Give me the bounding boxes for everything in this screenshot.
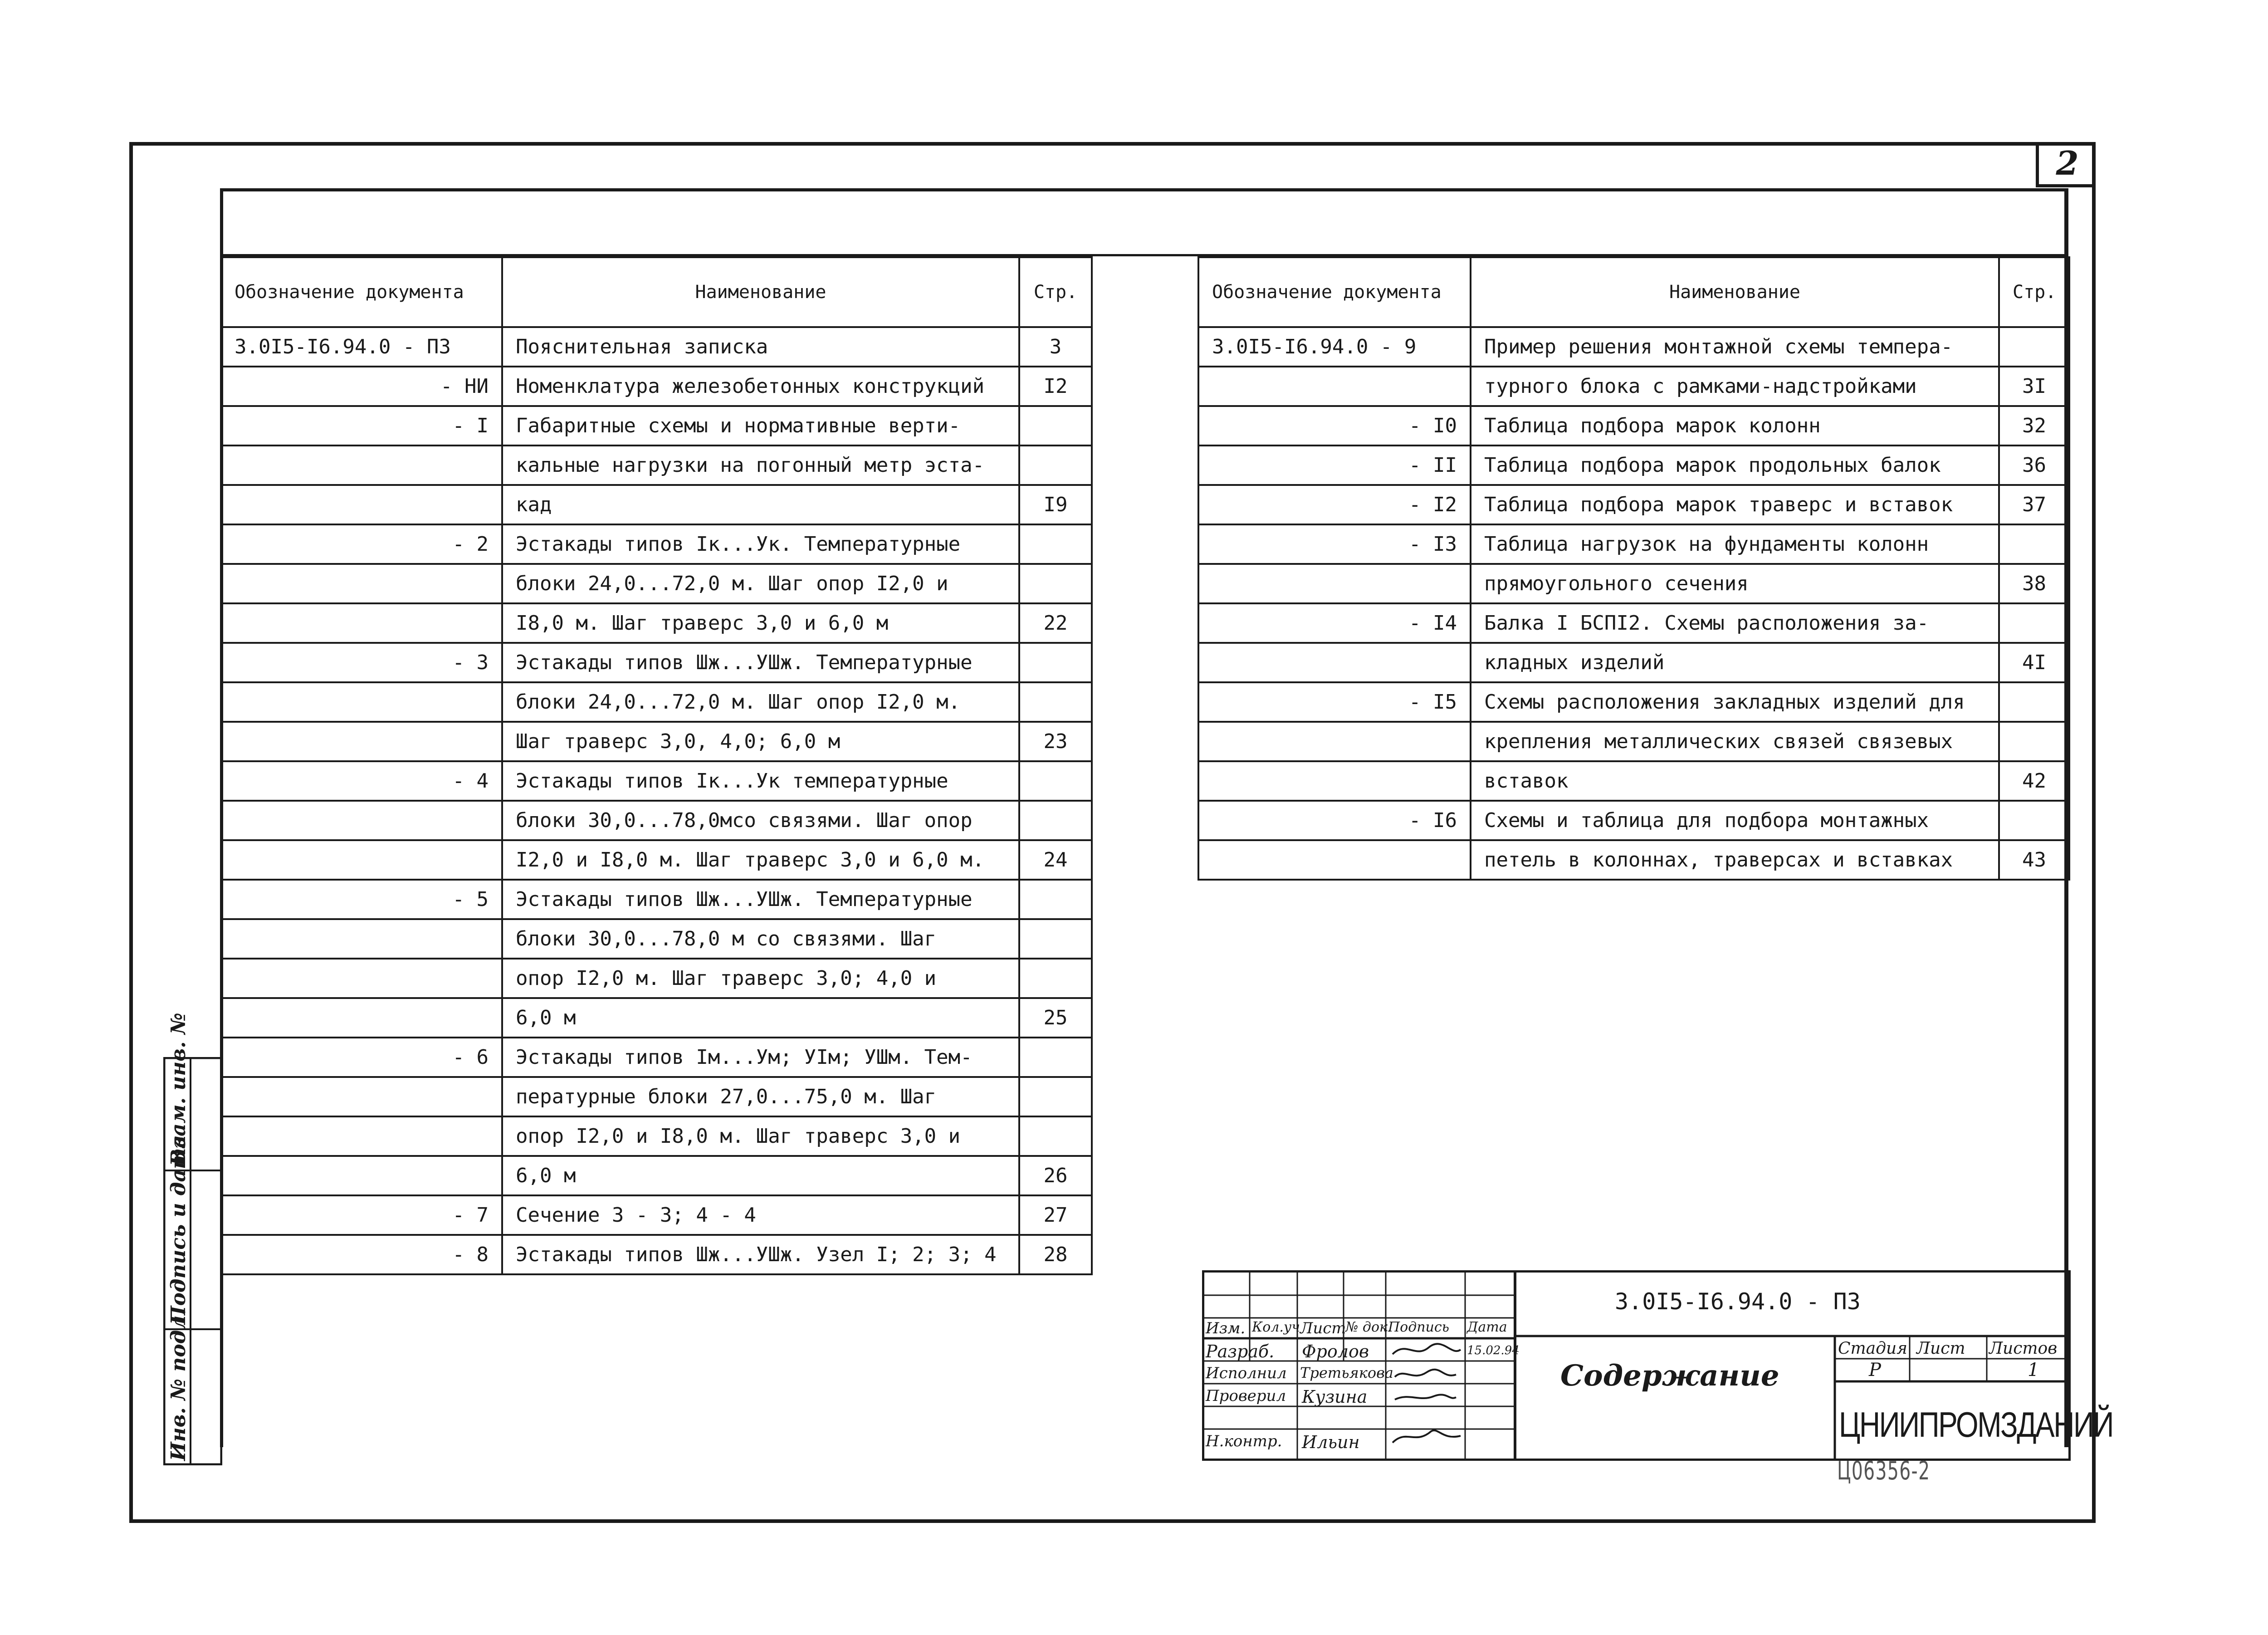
table-row (1198, 485, 2069, 524)
stage-label: Стадия (1838, 1339, 1907, 1358)
row-page: 27 (1019, 1195, 1092, 1235)
row-page: 32 (1999, 406, 2069, 445)
table-row (221, 998, 1092, 1038)
table-header-row (221, 257, 1092, 327)
row-name: блоки 30,0...78,0 м со связями. Шаг (502, 919, 1019, 959)
col-ndok: № док. (1345, 1319, 1392, 1335)
row-name: кальные нагрузки на погонный метр эста- (502, 445, 1019, 485)
row-name: Сечение 3 - 3; 4 - 4 (502, 1195, 1019, 1235)
row-page: I2 (1019, 367, 1092, 406)
row-name: кладных изделий (1471, 643, 1999, 682)
row-page (1019, 524, 1092, 564)
table-row (221, 406, 1092, 445)
row-designation: - 8 (221, 1235, 502, 1274)
row-name: Таблица нагрузок на фундаменты колонн (1471, 524, 1999, 564)
row-page (1999, 801, 2069, 840)
table-row (221, 919, 1092, 959)
row-designation (221, 998, 502, 1038)
contents-table-right (1198, 256, 2070, 881)
row-designation (1198, 643, 1471, 682)
row-page: 26 (1019, 1156, 1092, 1195)
row-page: 4I (1999, 643, 2069, 682)
row-designation: - I3 (1198, 524, 1471, 564)
row-designation (1198, 367, 1471, 406)
sheet-label: Лист (1916, 1339, 1965, 1358)
table-row (221, 485, 1092, 524)
row-designation (221, 485, 502, 524)
sheets-value: 1 (2028, 1360, 2039, 1380)
row-designation (221, 682, 502, 722)
row-designation (221, 445, 502, 485)
row-name: блоки 24,0...72,0 м. Шаг опор I2,0 м. (502, 682, 1019, 722)
table-row (1198, 603, 2069, 643)
table-row (221, 445, 1092, 485)
row-name: 6,0 м (502, 998, 1019, 1038)
table-header-row (1198, 257, 2069, 327)
row-designation (1198, 840, 1471, 880)
table-row (221, 1195, 1092, 1235)
row-designation (1198, 564, 1471, 603)
sign-date-label: Подпись и дата (167, 1135, 190, 1325)
inv-orig-label: Инв. № подл. (167, 1308, 190, 1461)
row-name: турного блока с рамками-надстройками (1471, 367, 1999, 406)
stage-value: Р (1869, 1360, 1881, 1380)
row-designation (221, 722, 502, 761)
row-designation (221, 603, 502, 643)
table-row (221, 327, 1092, 367)
row-designation (221, 1156, 502, 1195)
row-page (1019, 880, 1092, 919)
row-name: опор I2,0 м. Шаг траверс 3,0; 4,0 и (502, 959, 1019, 998)
row-name: Балка I БСПI2. Схемы расположения за- (1471, 603, 1999, 643)
table-row (1198, 327, 2069, 367)
table-row (221, 959, 1092, 998)
table-row (221, 564, 1092, 603)
date-developer: 15.02.94 (1467, 1344, 1520, 1357)
table-row (221, 367, 1092, 406)
row-name: Номенклатура железобетонных конструкций (502, 367, 1019, 406)
row-page (1019, 564, 1092, 603)
inv-replace-label: Взам. инв. № (167, 1013, 190, 1166)
row-name: Шаг траверс 3,0, 4,0; 6,0 м (502, 722, 1019, 761)
row-page (1019, 682, 1092, 722)
header-designation: Обозначение документа (1198, 257, 1471, 327)
row-page (1999, 682, 2069, 722)
row-name: Эстакады типов Шж...УШж. Температурные (502, 643, 1019, 682)
header-name: Наименование (1471, 257, 1999, 327)
row-designation (221, 840, 502, 880)
row-designation: - 2 (221, 524, 502, 564)
row-designation: - 3 (221, 643, 502, 682)
table-row (221, 1235, 1092, 1274)
row-page: 36 (1999, 445, 2069, 485)
table-row (1198, 682, 2069, 722)
contents-table-left (220, 256, 1093, 1275)
col-data: Дата (1467, 1319, 1507, 1335)
table-row (221, 643, 1092, 682)
table-row (221, 1077, 1092, 1116)
row-page: 24 (1019, 840, 1092, 880)
row-name: Эстакады типов Iк...Ук. Температурные (502, 524, 1019, 564)
table-row (1198, 722, 2069, 761)
row-designation: - I6 (1198, 801, 1471, 840)
row-designation: 3.0I5-I6.94.0 - ПЗ (221, 327, 502, 367)
row-name: вставок (1471, 761, 1999, 801)
row-page: 3 (1019, 327, 1092, 367)
row-name: Таблица подбора марок колонн (1471, 406, 1999, 445)
signatures-image (1388, 1338, 1465, 1447)
row-name: опор I2,0 и I8,0 м. Шаг траверс 3,0 и (502, 1116, 1019, 1156)
role-developer: Разраб. (1206, 1341, 1275, 1361)
stamp-title: Содержание (1560, 1359, 1779, 1393)
row-name: Пояснительная записка (502, 327, 1019, 367)
table-row (221, 1038, 1092, 1077)
row-name: Таблица подбора марок продольных балок (1471, 445, 1999, 485)
row-page: 22 (1019, 603, 1092, 643)
table-row (1198, 801, 2069, 840)
sheets-label: Листов (1989, 1339, 2058, 1358)
row-name: блоки 24,0...72,0 м. Шаг опор I2,0 и (502, 564, 1019, 603)
row-page: I9 (1019, 485, 1092, 524)
row-page: 28 (1019, 1235, 1092, 1274)
col-podp: Подпись (1388, 1319, 1450, 1335)
header-page: Стр. (1019, 257, 1092, 327)
row-page (1999, 524, 2069, 564)
row-name: 6,0 м (502, 1156, 1019, 1195)
table-row (1198, 564, 2069, 603)
row-page (1019, 801, 1092, 840)
sheet-number: 2 (2036, 142, 2096, 187)
table-row (221, 1156, 1092, 1195)
row-designation: - I5 (1198, 682, 1471, 722)
header-name: Наименование (502, 257, 1019, 327)
table-row (221, 603, 1092, 643)
row-designation: - 7 (221, 1195, 502, 1235)
row-page: 38 (1999, 564, 2069, 603)
row-name: Эстакады типов Шж...УШж. Узел I; 2; 3; 4 (502, 1235, 1019, 1274)
row-name: Эстакады типов Iм...Ум; УIм; УШм. Тем- (502, 1038, 1019, 1077)
row-name: крепления металлических связей связевых (1471, 722, 1999, 761)
table-row (1198, 761, 2069, 801)
row-designation (1198, 722, 1471, 761)
row-designation: - I (221, 406, 502, 445)
table-row (1198, 445, 2069, 485)
col-list: Лист (1300, 1319, 1346, 1337)
row-name: Таблица подбора марок траверс и вставок (1471, 485, 1999, 524)
table-row (221, 1116, 1092, 1156)
row-name: прямоугольного сечения (1471, 564, 1999, 603)
row-designation: - 6 (221, 1038, 502, 1077)
header-page: Стр. (1999, 257, 2069, 327)
row-page: 37 (1999, 485, 2069, 524)
row-designation: 3.0I5-I6.94.0 - 9 (1198, 327, 1471, 367)
header-designation: Обозначение документа (221, 257, 502, 327)
row-page: 42 (1999, 761, 2069, 801)
row-designation (221, 1077, 502, 1116)
row-designation (221, 959, 502, 998)
table-row (1198, 367, 2069, 406)
table-row (221, 840, 1092, 880)
side-approval-strip (163, 1013, 222, 1465)
row-name: Габаритные схемы и нормативные верти- (502, 406, 1019, 445)
organization-name: ЦНИИПРОМЗДАНИЙ (1839, 1405, 2113, 1444)
row-name: I8,0 м. Шаг траверс 3,0 и 6,0 м (502, 603, 1019, 643)
col-izm: Изм. (1206, 1319, 1246, 1337)
col-kol: Кол.уч (1252, 1319, 1300, 1335)
row-page: 3I (1999, 367, 2069, 406)
row-page (1019, 1116, 1092, 1156)
row-designation: - НИ (221, 367, 502, 406)
row-page (1019, 445, 1092, 485)
table-row (221, 801, 1092, 840)
table-row (1198, 643, 2069, 682)
row-designation: - I2 (1198, 485, 1471, 524)
name-developer: Фролов (1302, 1341, 1369, 1361)
row-name: Схемы и таблица для подбора монтажных (1471, 801, 1999, 840)
table-row (221, 880, 1092, 919)
row-designation (221, 801, 502, 840)
table-row (1198, 406, 2069, 445)
row-designation (221, 564, 502, 603)
row-page (1999, 327, 2069, 367)
row-name: Пример решения монтажной схемы темпера- (1471, 327, 1999, 367)
row-page (1019, 919, 1092, 959)
table-row (221, 524, 1092, 564)
role-executor: Исполнил (1206, 1364, 1287, 1382)
name-norm-control: Ильин (1302, 1432, 1360, 1452)
stamp-document-code: 3.0I5-I6.94.0 - ПЗ (1615, 1288, 1861, 1315)
table-row (1198, 840, 2069, 880)
row-name: блоки 30,0...78,0мсо связями. Шаг опор (502, 801, 1019, 840)
row-name: пературные блоки 27,0...75,0 м. Шаг (502, 1077, 1019, 1116)
row-name: Эстакады типов Шж...УШж. Температурные (502, 880, 1019, 919)
row-designation (221, 919, 502, 959)
table-row (221, 761, 1092, 801)
row-designation: - 5 (221, 880, 502, 919)
row-name: Эстакады типов Iк...Ук температурные (502, 761, 1019, 801)
archive-number: Ц06356-2 (1837, 1456, 1931, 1486)
name-checker: Кузина (1302, 1387, 1368, 1407)
row-name: Схемы расположения закладных изделий для (1471, 682, 1999, 722)
row-name: I2,0 и I8,0 м. Шаг траверс 3,0 и 6,0 м. (502, 840, 1019, 880)
row-page (1019, 643, 1092, 682)
row-name: кад (502, 485, 1019, 524)
role-checker: Проверил (1206, 1387, 1286, 1405)
row-page (1019, 1077, 1092, 1116)
table-row (221, 682, 1092, 722)
row-page (1999, 603, 2069, 643)
role-norm-control: Н.контр. (1206, 1432, 1282, 1450)
table-row (221, 722, 1092, 761)
row-name: петель в колоннах, траверсах и вставках (1471, 840, 1999, 880)
row-designation: - I0 (1198, 406, 1471, 445)
row-designation (221, 1116, 502, 1156)
row-designation (1198, 761, 1471, 801)
row-designation: - II (1198, 445, 1471, 485)
row-page (1019, 761, 1092, 801)
row-page: 43 (1999, 840, 2069, 880)
row-page (1019, 1038, 1092, 1077)
row-designation: - 4 (221, 761, 502, 801)
row-page: 25 (1019, 998, 1092, 1038)
row-designation: - I4 (1198, 603, 1471, 643)
row-page: 23 (1019, 722, 1092, 761)
table-row (1198, 524, 2069, 564)
row-page (1019, 406, 1092, 445)
row-page (1999, 722, 2069, 761)
name-executor: Третьякова (1300, 1364, 1393, 1381)
row-page (1019, 959, 1092, 998)
